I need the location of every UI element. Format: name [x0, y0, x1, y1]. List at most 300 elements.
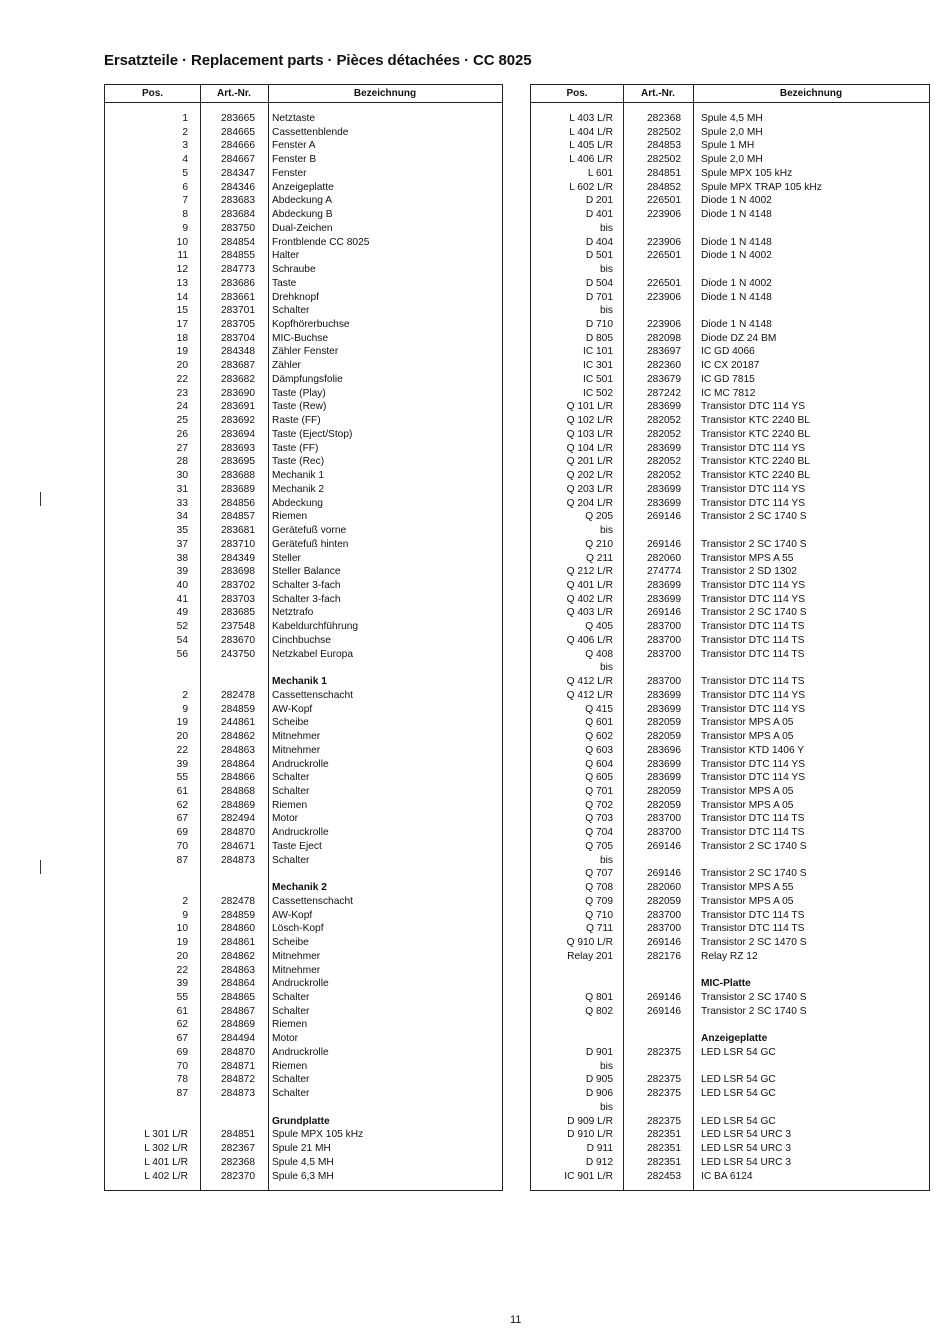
parts-table-left	[104, 84, 503, 1191]
art-nr-cell: 282370	[221, 1170, 255, 1182]
art-nr-cell: 282052	[647, 470, 681, 482]
bezeichnung-cell: Schalter 3-fach	[272, 579, 341, 591]
bezeichnung-cell: Mechanik 2	[272, 882, 327, 894]
table-row	[105, 606, 502, 620]
bezeichnung-cell: IC BA 6124	[701, 1170, 753, 1182]
table-row	[531, 840, 929, 854]
bezeichnung-cell: Halter	[272, 250, 300, 262]
table-row	[531, 675, 929, 689]
bezeichnung-cell: Fenster	[272, 167, 307, 179]
pos-cell: bis	[599, 222, 613, 234]
bezeichnung-cell: Transistor 2 SC 1740 S	[701, 538, 807, 550]
art-nr-cell: 223906	[647, 319, 681, 331]
bezeichnung-cell: Frontblende CC 8025	[272, 236, 370, 248]
art-nr-cell: 226501	[647, 195, 681, 207]
bezeichnung-cell: Andruckrolle	[272, 1046, 329, 1058]
pos-cell: IC 502	[582, 387, 613, 399]
bezeichnung-cell: Taste (Rew)	[272, 401, 327, 413]
bezeichnung-cell: Diode 1 N 4002	[701, 195, 772, 207]
art-nr-cell: 282368	[647, 113, 681, 124]
table-row	[531, 867, 929, 881]
table-row	[105, 400, 502, 414]
pos-cell: Q 201 L/R	[566, 456, 613, 468]
bezeichnung-cell: MIC-Platte	[701, 978, 751, 990]
table-row	[531, 400, 929, 414]
bezeichnung-cell: LED LSR 54 URC 3	[701, 1156, 792, 1168]
bezeichnung-cell: Cassettenschacht	[272, 895, 353, 907]
pos-cell: 22	[176, 964, 188, 976]
art-nr-cell: 282059	[647, 799, 681, 811]
pos-cell: 34	[176, 511, 188, 523]
art-nr-cell: 283690	[221, 387, 255, 399]
bezeichnung-cell: Transistor DTC 114 TS	[701, 676, 805, 688]
art-nr-cell: 284859	[221, 909, 255, 921]
bezeichnung-cell: Diode 1 N 4148	[701, 209, 772, 221]
bezeichnung-cell: Grundplatte	[272, 1115, 330, 1127]
art-nr-cell: 284851	[647, 167, 681, 179]
art-nr-cell: 283700	[647, 909, 681, 921]
table-row	[105, 277, 502, 291]
art-nr-cell: 283699	[647, 497, 681, 509]
bezeichnung-cell: Transistor DTC 114 YS	[701, 593, 805, 605]
art-nr-cell: 284866	[221, 772, 255, 784]
pos-cell: Q 403 L/R	[566, 607, 613, 619]
bezeichnung-cell: Zähler Fenster	[272, 346, 339, 358]
bezeichnung-cell: Transistor KTC 2240 BL	[701, 428, 810, 440]
table-row	[531, 538, 929, 552]
bezeichnung-cell: Schalter	[272, 772, 310, 784]
table-row	[531, 263, 929, 277]
pos-cell: 26	[176, 428, 188, 440]
art-nr-cell: 282052	[647, 415, 681, 427]
bezeichnung-cell: Schalter	[272, 305, 310, 317]
art-nr-cell: 282375	[647, 1046, 681, 1058]
pos-cell: 33	[176, 497, 188, 509]
bezeichnung-cell: Fenster B	[272, 154, 317, 166]
pos-cell: bis	[599, 305, 613, 317]
bezeichnung-cell: Transistor MPS A 05	[701, 785, 794, 797]
bezeichnung-cell: Anzeigeplatte	[701, 1033, 768, 1045]
art-nr-cell: 284666	[221, 140, 255, 152]
art-nr-cell: 283697	[647, 346, 681, 358]
art-nr-cell: 282052	[647, 456, 681, 468]
bezeichnung-cell: Schalter	[272, 854, 310, 866]
pos-cell: Q 802	[585, 1005, 613, 1017]
table-row	[531, 909, 929, 923]
table-row	[531, 758, 929, 772]
pos-cell: Relay 201	[567, 950, 613, 962]
pos-cell: Q 703	[585, 813, 613, 825]
pos-cell: Q 601	[585, 717, 613, 729]
bezeichnung-cell: Taste (Eject/Stop)	[272, 428, 353, 440]
art-nr-cell: 283689	[221, 483, 255, 495]
pos-cell: L 602 L/R	[569, 181, 613, 193]
bezeichnung-cell: Lösch-Kopf	[272, 923, 324, 935]
art-nr-cell: 243750	[221, 648, 255, 660]
table-row	[105, 332, 502, 346]
header-art-nr: Art.-Nr.	[217, 88, 251, 99]
table-row	[531, 1115, 929, 1129]
table-row	[105, 895, 502, 909]
pos-cell: 61	[176, 785, 188, 797]
bezeichnung-cell: Transistor MPS A 05	[701, 895, 794, 907]
table-row	[531, 1046, 929, 1060]
art-nr-cell: 283665	[221, 113, 255, 124]
table-row	[105, 1005, 502, 1019]
pos-cell: Q 412 L/R	[566, 676, 613, 688]
table-row	[105, 716, 502, 730]
table-row	[531, 579, 929, 593]
art-nr-cell: 283699	[647, 703, 681, 715]
art-nr-cell: 283702	[221, 579, 255, 591]
table-row	[531, 126, 929, 140]
art-nr-cell: 283682	[221, 373, 255, 385]
bezeichnung-cell: Schalter	[272, 992, 310, 1003]
art-nr-cell: 284347	[221, 167, 255, 179]
pos-cell: 2	[182, 689, 188, 701]
table-row	[105, 1060, 502, 1074]
table-row	[531, 455, 929, 469]
table-row	[531, 552, 929, 566]
table-row	[105, 469, 502, 483]
art-nr-cell: 282059	[647, 785, 681, 797]
bezeichnung-cell: Drehknopf	[272, 291, 320, 303]
pos-cell: Q 103 L/R	[566, 428, 613, 440]
table-row	[531, 428, 929, 442]
table-row	[105, 414, 502, 428]
table-row	[531, 277, 929, 291]
table-row	[105, 442, 502, 456]
pos-cell: 19	[176, 717, 188, 729]
art-nr-cell: 284853	[647, 140, 681, 152]
table-row	[105, 538, 502, 552]
art-nr-cell: 282060	[647, 552, 681, 564]
bezeichnung-cell: Schalter 3-fach	[272, 593, 341, 605]
table-row	[105, 840, 502, 854]
table-row	[531, 689, 929, 703]
table-body	[531, 112, 929, 1183]
bezeichnung-cell: Transistor 2 SD 1302	[701, 566, 797, 578]
art-nr-cell: 284851	[221, 1129, 255, 1141]
table-row	[105, 126, 502, 140]
art-nr-cell: 282375	[647, 1115, 681, 1127]
art-nr-cell: 283704	[221, 332, 255, 344]
pos-cell: D 909 L/R	[567, 1115, 613, 1127]
bezeichnung-cell: Riemen	[272, 799, 308, 811]
bezeichnung-cell: Zähler	[272, 360, 301, 372]
art-nr-cell: 284852	[647, 181, 681, 193]
pos-cell: Q 205	[585, 511, 613, 523]
bezeichnung-cell: Transistor 2 SC 1740 S	[701, 1005, 807, 1017]
table-row	[105, 1170, 502, 1184]
art-nr-cell: 284773	[221, 264, 255, 276]
bezeichnung-cell: Transistor DTC 114 TS	[701, 648, 805, 660]
pos-cell: 19	[176, 937, 188, 949]
pos-cell: L 404 L/R	[569, 126, 613, 138]
art-nr-cell: 284863	[221, 744, 255, 756]
table-row	[105, 510, 502, 524]
bezeichnung-cell: Diode 1 N 4002	[701, 277, 772, 289]
art-nr-cell: 284349	[221, 552, 255, 564]
pos-cell: 61	[176, 1005, 188, 1017]
pos-cell: 49	[176, 607, 188, 619]
pos-cell: 55	[176, 992, 188, 1003]
bezeichnung-cell: Transistor 2 SC 1740 S	[701, 607, 807, 619]
bezeichnung-cell: Abdeckung B	[272, 209, 333, 221]
table-row	[531, 194, 929, 208]
pos-cell: D 201	[585, 195, 613, 207]
table-row	[105, 620, 502, 634]
art-nr-cell: 284348	[221, 346, 255, 358]
table-row	[105, 565, 502, 579]
art-nr-cell: 282453	[647, 1170, 681, 1182]
table-row	[531, 236, 929, 250]
table-row	[531, 895, 929, 909]
art-nr-cell: 284864	[221, 758, 255, 770]
table-row	[105, 703, 502, 717]
table-row	[531, 1101, 929, 1115]
bezeichnung-cell: Transistor KTD 1406 Y	[701, 744, 805, 756]
art-nr-cell: 283699	[647, 758, 681, 770]
table-row	[105, 771, 502, 785]
pos-cell: 25	[176, 415, 188, 427]
table-row	[531, 304, 929, 318]
bezeichnung-cell: Taste (Play)	[272, 387, 326, 399]
bezeichnung-cell: Diode 1 N 4148	[701, 319, 772, 331]
table-row	[531, 634, 929, 648]
bezeichnung-cell: LED LSR 54 GC	[701, 1088, 776, 1100]
table-row	[531, 291, 929, 305]
table-row	[105, 1046, 502, 1060]
pos-cell: 1	[182, 113, 188, 124]
art-nr-cell: 284870	[221, 827, 255, 839]
pos-cell: 10	[176, 923, 188, 935]
art-nr-cell: 269146	[647, 538, 681, 550]
art-nr-cell: 284864	[221, 978, 255, 990]
table-row	[531, 1073, 929, 1087]
art-nr-cell: 269146	[647, 607, 681, 619]
table-row	[105, 112, 502, 126]
pos-cell: Q 202 L/R	[566, 470, 613, 482]
art-nr-cell: 283693	[221, 442, 255, 454]
table-row	[531, 524, 929, 538]
table-row	[105, 483, 502, 497]
table-row	[531, 1005, 929, 1019]
table-row	[531, 799, 929, 813]
bezeichnung-cell: Spule 21 MH	[272, 1143, 331, 1155]
pos-cell: 62	[176, 799, 188, 811]
table-row	[105, 785, 502, 799]
pos-cell: Q 210	[585, 538, 613, 550]
pos-cell: 14	[176, 291, 188, 303]
art-nr-cell: 283695	[221, 456, 255, 468]
table-row	[531, 812, 929, 826]
art-nr-cell: 282375	[647, 1074, 681, 1086]
bezeichnung-cell: Spule MPX TRAP 105 kHz	[701, 181, 822, 193]
art-nr-cell: 269146	[647, 1005, 681, 1017]
bezeichnung-cell: Transistor DTC 114 TS	[701, 923, 805, 935]
pos-cell: 69	[176, 827, 188, 839]
art-nr-cell: 283700	[647, 813, 681, 825]
header-art-nr: Art.-Nr.	[641, 88, 675, 99]
bezeichnung-cell: Transistor MPS A 05	[701, 731, 794, 743]
pos-cell: D 501	[585, 250, 613, 262]
table-row	[531, 730, 929, 744]
pos-cell: Q 605	[585, 772, 613, 784]
art-nr-cell: 282494	[221, 813, 255, 825]
bezeichnung-cell: Riemen	[272, 1060, 308, 1072]
pos-cell: Q 102 L/R	[566, 415, 613, 427]
art-nr-cell: 283700	[647, 621, 681, 633]
table-row	[105, 167, 502, 181]
pos-cell: D 504	[585, 277, 613, 289]
pos-cell: 9	[182, 909, 188, 921]
art-nr-cell: 283679	[647, 373, 681, 385]
art-nr-cell: 283700	[647, 923, 681, 935]
pos-cell: 23	[176, 387, 188, 399]
bezeichnung-cell: Taste (Rec)	[272, 456, 325, 468]
table-row	[105, 730, 502, 744]
bezeichnung-cell: Transistor DTC 114 YS	[701, 703, 805, 715]
art-nr-cell: 284865	[221, 992, 255, 1003]
art-nr-cell: 284862	[221, 950, 255, 962]
art-nr-cell: 283700	[647, 634, 681, 646]
bezeichnung-cell: Kopfhörerbuchse	[272, 319, 350, 331]
header-bezeichnung: Bezeichnung	[779, 88, 843, 99]
table-row	[105, 854, 502, 868]
table-row	[105, 291, 502, 305]
art-nr-cell: 282351	[647, 1143, 681, 1155]
pos-cell: L 302 L/R	[144, 1143, 188, 1155]
art-nr-cell: 284867	[221, 1005, 255, 1017]
table-row	[531, 1087, 929, 1101]
art-nr-cell: 282351	[647, 1156, 681, 1168]
bezeichnung-cell: Mitnehmer	[272, 731, 321, 743]
art-nr-cell: 283700	[647, 676, 681, 688]
table-row	[105, 345, 502, 359]
pos-cell: 17	[176, 319, 188, 331]
table-row	[105, 744, 502, 758]
bezeichnung-cell: Transistor KTC 2240 BL	[701, 470, 810, 482]
bezeichnung-cell: Transistor MPS A 05	[701, 799, 794, 811]
art-nr-cell: 284667	[221, 154, 255, 166]
pos-cell: 62	[176, 1019, 188, 1031]
art-nr-cell: 284857	[221, 511, 255, 523]
pos-cell: IC 901 L/R	[564, 1170, 613, 1182]
pos-cell: Q 704	[585, 827, 613, 839]
bezeichnung-cell: Transistor KTC 2240 BL	[701, 415, 810, 427]
art-nr-cell: 283686	[221, 277, 255, 289]
art-nr-cell: 284862	[221, 731, 255, 743]
art-nr-cell: 269146	[647, 937, 681, 949]
table-row	[105, 689, 502, 703]
pos-cell: 28	[176, 456, 188, 468]
pos-cell: Q 710	[585, 909, 613, 921]
art-nr-cell: 283700	[647, 827, 681, 839]
bezeichnung-cell: Gerätefuß hinten	[272, 538, 349, 550]
table-row	[531, 936, 929, 950]
table-row	[105, 139, 502, 153]
pos-cell: D 710	[585, 319, 613, 331]
table-row	[531, 922, 929, 936]
pos-cell: 10	[176, 236, 188, 248]
pos-cell: 20	[176, 360, 188, 372]
art-nr-cell: 283698	[221, 566, 255, 578]
table-row	[105, 524, 502, 538]
pos-cell: L 403 L/R	[569, 113, 613, 124]
pos-cell: Q 604	[585, 758, 613, 770]
pos-cell: 3	[182, 140, 188, 152]
pos-cell: L 405 L/R	[569, 140, 613, 152]
pos-cell: 52	[176, 621, 188, 633]
pos-cell: 31	[176, 483, 188, 495]
pos-cell: Q 406 L/R	[566, 634, 613, 646]
table-row	[105, 263, 502, 277]
art-nr-cell: 283701	[221, 305, 255, 317]
bezeichnung-cell: Andruckrolle	[272, 978, 329, 990]
table-row	[105, 1101, 502, 1115]
table-row	[531, 1128, 929, 1142]
bezeichnung-cell: Transistor 2 SC 1740 S	[701, 511, 807, 523]
pos-cell: 67	[176, 813, 188, 825]
bezeichnung-cell: Dual-Zeichen	[272, 222, 333, 234]
pos-cell: 87	[176, 854, 188, 866]
art-nr-cell: 284863	[221, 964, 255, 976]
pos-cell: D 905	[585, 1074, 613, 1086]
pos-cell: D 805	[585, 332, 613, 344]
pos-cell: L 401 L/R	[144, 1156, 188, 1168]
art-nr-cell: 283687	[221, 360, 255, 372]
pos-cell: IC 501	[582, 373, 613, 385]
bezeichnung-cell: Mitnehmer	[272, 950, 321, 962]
pos-cell: 2	[182, 895, 188, 907]
pos-cell: 7	[182, 195, 188, 207]
table-row	[531, 1142, 929, 1156]
pos-cell: 39	[176, 758, 188, 770]
art-nr-cell: 274774	[647, 566, 681, 578]
pos-cell: bis	[599, 525, 613, 537]
bezeichnung-cell: Transistor 2 SC 1470 S	[701, 937, 807, 949]
pos-cell: 40	[176, 579, 188, 591]
bezeichnung-cell: MIC-Buchse	[272, 332, 329, 344]
bezeichnung-cell: Transistor KTC 2240 BL	[701, 456, 810, 468]
art-nr-cell: 283703	[221, 593, 255, 605]
pos-cell: D 910 L/R	[567, 1129, 613, 1141]
art-nr-cell: 283750	[221, 222, 255, 234]
bezeichnung-cell: Transistor DTC 114 YS	[701, 689, 805, 701]
bezeichnung-cell: Diode DZ 24 BM	[701, 332, 777, 344]
art-nr-cell: 283670	[221, 634, 255, 646]
art-nr-cell: 223906	[647, 209, 681, 221]
art-nr-cell: 283685	[221, 607, 255, 619]
art-nr-cell: 283684	[221, 209, 255, 221]
bezeichnung-cell: LED LSR 54 URC 3	[701, 1129, 792, 1141]
table-row	[531, 661, 929, 675]
bezeichnung-cell: Transistor DTC 114 TS	[701, 621, 805, 633]
art-nr-cell: 283705	[221, 319, 255, 331]
table-row	[105, 648, 502, 662]
table-row	[105, 812, 502, 826]
pos-cell: bis	[599, 264, 613, 276]
art-nr-cell: 283681	[221, 525, 255, 537]
bezeichnung-cell: Spule 6,3 MH	[272, 1170, 334, 1182]
table-row	[105, 373, 502, 387]
pos-cell: 11	[177, 250, 188, 262]
section-heading-row	[531, 977, 929, 991]
art-nr-cell: 284855	[221, 250, 255, 262]
pos-cell: Q 701	[585, 785, 613, 797]
table-row	[105, 826, 502, 840]
